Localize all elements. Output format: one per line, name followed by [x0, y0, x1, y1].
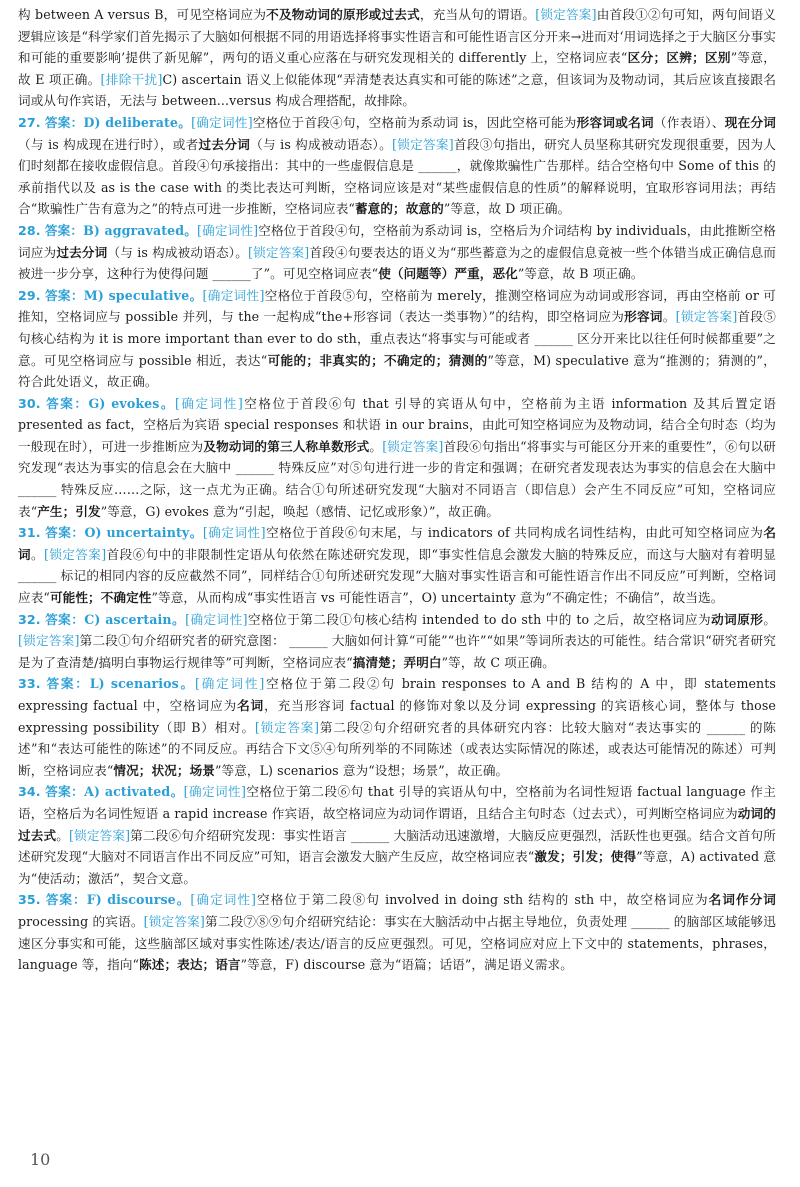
emphasis-text: 区分；区辨；区别 [627, 50, 731, 66]
body-text: ”等意，M) speculative 意为“推测的；猜测的”，符合此处语义，故正确。 [18, 352, 776, 390]
answer-label: 答案：C) ascertain。 [45, 611, 186, 627]
emphasis-text: 陈述；表达；语言 [139, 957, 241, 973]
item-number: 29. [18, 287, 41, 303]
body-text: processing 的宾语。 [18, 913, 144, 929]
body-text: 空格位于第二段①句核心结构 intended to do sth 中的 to 之后，故空格词应为 [247, 611, 712, 627]
body-text: 空格位于第二段⑥句 that 引导的宾语从句中，空格前为名词性短语 factual language 作主语，空格后为名词性短语 a rapid increase 作宾语，故空格词应为动词作谓语，且结合主句时态（过去式），可判断空格词应为 [18, 784, 776, 821]
body-text: 空格位于第二段⑧句 involved in doing sth 结构的 sth 中，故空格词应为 [256, 892, 709, 908]
body-text: ”等意，故 E 项正确。 [18, 50, 777, 87]
answer-item [18, 609, 776, 674]
section-tag: [锁定答案] [391, 136, 454, 152]
section-tag: [确定词性] [202, 287, 265, 303]
body-text: 空格位于第二段②句 brain responses to A and B 结构的 A 中，即 statements expressing factual 中，空格词应为 [18, 676, 776, 713]
body-text: 首段③句指出，研究人员坚称其研究发现很重要，因为人们时刻都在接收虚假信息。首段④句承接指出：其中的一些虚假信息是 ______，就像欺骗性广告那样。结合空格句中 Some of this 的承前指代以及 as is the case with 的类比表达可判断，空格词应该是对“某些虚假信息的性质”的解释说明，宜取形容词用法；再结合“欺骗性广告有意为之”的特点可进一步推断，空格词应表“ [18, 136, 776, 217]
body-text: ，充当形容词 factual 的修饰对象以及分词 expressing 的宾语核心词，整体与 those expressing possibility（即 B）相对。 [18, 698, 776, 735]
answer-item [18, 112, 776, 220]
section-tag: [确定词性] [196, 222, 259, 238]
item-number: 28. [18, 222, 41, 238]
body-text: （与 is 构成被动语态）。 [107, 244, 249, 260]
emphasis-text: 情况；状况；场景 [113, 762, 215, 778]
answer-label: 答案：G) evokes。 [46, 395, 175, 411]
body-text: 首段⑥句指出“将事实与可能区分开来的重要性”，⑥句以研究发现“表达为事实的信息会在大脑中 ______ 特殊反应”对⑤句进行进一步的肯定和强调；在研究者发现表达为事实的信息会在大脑中 ______ 特殊反应……之际，这一点尤为正确。结合①句所述研究发现“大脑对不同语言（即信息）会产生不同反应”可知，空格词应表“ [18, 438, 777, 519]
emphasis-text: 过去分词 [198, 136, 251, 152]
answer-item [18, 889, 776, 975]
section-tag: [确定词性] [202, 525, 266, 541]
emphasis-text: 名词 [18, 525, 777, 562]
item-number: 30. [18, 395, 41, 411]
body-text: 。 [31, 546, 44, 562]
section-tag: [确定词性] [190, 892, 257, 908]
answer-list [18, 112, 776, 976]
body-text: 。 [369, 438, 383, 454]
body-text: 首段⑥句中的非限制性定语从句依然在陈述研究发现，即“事实性信息会激发大脑的特殊反应，而这与大脑对有着明显 ______ 标记的相同内容的反应截然不同”，同样结合①句所述研究发现“大脑对事实性语言和可能性语言作出不同反应”可判断，空格词应表“ [18, 546, 776, 606]
body-text: ”等意，F) discourse 意为“语篇；话语”，满足语义需求。 [240, 957, 573, 973]
answer-label: 答案：B) aggravated。 [44, 222, 197, 238]
answer-item [18, 285, 776, 393]
answer-item [18, 781, 776, 889]
body-text: ，充当从句的谓语。 [419, 7, 536, 22]
emphasis-text: 动词原形 [711, 611, 764, 627]
section-tag: [确定词性] [194, 676, 265, 692]
emphasis-text: 可能的；非真实的；不确定的；猜测的 [267, 352, 488, 368]
answer-label: 答案：L) scenarios。 [46, 676, 195, 692]
body-text: 构 between A versus B，可见空格词应为 [18, 7, 267, 22]
section-tag: [锁定答案] [675, 309, 738, 325]
body-text: 首段⑤句核心结构为 it is more important than ever to do sth，重点表达“将事实与可能或者 ______ 区分开来比以往任何时候都重要”之意。可见空格词应与 possible 相近，表达“ [18, 309, 776, 368]
body-text: 空格位于首段⑥句末尾，与 indicators of 共同构成名词性结构，由此可知空格词应为 [265, 525, 764, 541]
body-text: 空格位于首段④句，空格前为系动词 is，因此空格可能为 [252, 114, 577, 130]
emphasis-text: 名词 [237, 698, 265, 713]
body-text: （作表语）、 [653, 114, 725, 130]
body-text: C) ascertain 语义上似能体现“弄清楚表达真实和可能的陈述”之意，但该词为及物动词，其后应该直接跟名词或从句作宾语，无法与 between...versus 构成合理搭配，故排除。 [18, 71, 777, 109]
body-text: 第二段⑥句介绍研究发现：事实性语言 ______ 大脑活动迅速激增，大脑反应更强烈，活跃性也更强。结合文首句所述研究发现“大脑对不同语言作出不同反应”可知，语言会激发大脑产生反应，故空格词应表“ [18, 827, 776, 865]
emphasis-text: 现在分词 [724, 114, 776, 130]
answer-item [18, 220, 776, 285]
page-number: 10 [30, 1150, 51, 1169]
body-text: 第二段⑦⑧⑨句介绍研究结论：事实在大脑活动中占据主导地位，负责处理 ______ 的脑部区域能够迅速区分事实和可能，这些脑部区域对事实性陈述/表达/语言的反应更强烈。可见，空格词应对应上下文中的 statements，phrases，language 等，指向“ [18, 913, 776, 973]
item-number: 32. [18, 611, 41, 627]
body-text: 第二段①句介绍研究者的研究意图： ______ 大脑如何计算“可能”“也许”“如果”等词所表达的可能性。结合常识“研究者研究是为了查清楚/搞明白事物运行规律等”可判断，空格词应表“ [18, 633, 776, 670]
intro-paragraph [18, 4, 776, 112]
emphasis-text: 不及物动词的原形或过去式 [266, 7, 420, 22]
body-text: ”等意，故 D 项正确。 [443, 201, 571, 217]
body-text: （与 is 构成现在进行时），或者 [18, 136, 199, 152]
answer-label: 答案：F) discourse。 [45, 892, 191, 908]
item-number: 33. [18, 676, 41, 692]
body-text: ”等意，G) evokes 意为“引起，唤起（感情、记忆或形象）”，故正确。 [100, 503, 500, 519]
body-text: ”等意，L) scenarios 意为“设想；场景”，故正确。 [214, 762, 509, 778]
item-number: 35. [18, 892, 41, 908]
answer-label: 答案：D) deliberate。 [44, 114, 192, 130]
emphasis-text: 形容词 [624, 309, 663, 325]
section-tag: [排除干扰] [100, 71, 163, 87]
section-tag: [锁定答案] [248, 244, 310, 260]
emphasis-text: 及物动词的第三人称单数形式 [203, 438, 370, 454]
emphasis-text: 搞清楚；弄明白 [352, 654, 442, 670]
answer-label: 答案：O) uncertainty。 [45, 525, 203, 541]
body-text: 空格位于首段⑤句，空格前为 merely，推测空格词应为动词或形容词，再由空格前 or 可推知，空格词应与 possible 并列，与 the 一起构成“the+形容词（表达一类事物）”的结构，即空格词应为 [18, 287, 776, 325]
emphasis-text: 形容词或名词 [576, 114, 654, 130]
section-tag: [确定词性] [183, 784, 247, 800]
body-text: （与 is 构成被动语态）。 [250, 136, 392, 152]
answer-item [18, 673, 776, 781]
body-text: 首段④句要表达的语义为“那些蓄意为之的虚假信息竟被一些个体错当成正确信息而被进一步分享，这种行为使得问题 ______了”。可见空格词应表“ [18, 244, 776, 282]
body-text: 空格位于首段④句，空格前为系动词 is，空格后为介词结构 by individuals，由此推断空格词应为 [18, 222, 777, 260]
section-tag: [确定词性] [191, 114, 253, 130]
body-text: ”等意，故 B 项正确。 [517, 266, 644, 282]
body-text: 。 [763, 611, 777, 627]
emphasis-text: 可能性；不确定性 [49, 590, 152, 606]
body-text: 。 [56, 827, 69, 843]
section-tag: [锁定答案] [69, 827, 131, 843]
section-tag: [锁定答案] [44, 546, 107, 562]
section-tag: [确定词性] [174, 395, 243, 411]
body-text: ”等意，从而构成“事实性语言 vs 可能性语言”，O) uncertainty 意为“不确定性；不确信”，故当选。 [151, 590, 724, 606]
body-text: 。 [662, 309, 676, 325]
emphasis-text: 激发；引发；使得 [534, 849, 637, 865]
emphasis-text: 使（问题等）严重，恶化 [378, 266, 518, 282]
item-number: 27. [18, 114, 41, 130]
section-tag: [确定词性] [185, 611, 248, 627]
section-tag: [锁定答案] [18, 633, 80, 649]
section-tag: [锁定答案] [254, 719, 320, 735]
emphasis-text: 过去分词 [56, 244, 108, 260]
body-text: ”等意，A) activated 意为“使活动；激活”，契合文意。 [18, 849, 776, 886]
answer-item [18, 522, 776, 608]
section-tag: [锁定答案] [143, 913, 205, 929]
body-text: 第二段②句介绍研究者的具体研究内容：比较大脑对“表达事实的 ______ 的陈述”和“表达可能性的陈述”的不同反应。再结合下文⑤④句所列举的不同陈述（或表达实际情况的陈述，或表达可能情况的陈述）可判断，空格词应表“ [18, 719, 776, 778]
body-text: 由首段①②句可知，两句间语义逻辑应该是“科学家们首先揭示了大脑如何根据不同的用语选择将事实性语言和可能性语言区分开来→进而对‘用词选择之于大脑区分事实和可能的重要影响’提供了新见解”，两句的语义重心应落在与研究发现相关的 differently 上，空格词应表“ [18, 7, 776, 66]
emphasis-text: 产生；引发 [37, 503, 101, 519]
item-number: 34. [18, 784, 41, 800]
section-tag: [锁定答案] [535, 7, 597, 22]
emphasis-text: 名词作分词 [708, 892, 776, 908]
emphasis-text: 动词的过去式 [18, 805, 776, 843]
body-text: ”等，故 C 项正确。 [441, 654, 555, 670]
body-text: 空格位于首段⑥句 that 引导的宾语从句中，空格前为主语 information 及其后置定语 presented as fact，空格后为宾语 special responses 和状语 in our brains，由此可知空格词应为及物动词，结合全句时态（均为一般现在时），可进一步推断应为 [18, 395, 776, 454]
section-tag: [锁定答案] [382, 438, 444, 454]
answer-item [18, 393, 776, 523]
item-number: 31. [18, 525, 41, 541]
answer-label: 答案：M) speculative。 [44, 287, 203, 303]
emphasis-text: 蓄意的；故意的 [354, 201, 444, 217]
answer-label: 答案：A) activated。 [45, 784, 184, 800]
